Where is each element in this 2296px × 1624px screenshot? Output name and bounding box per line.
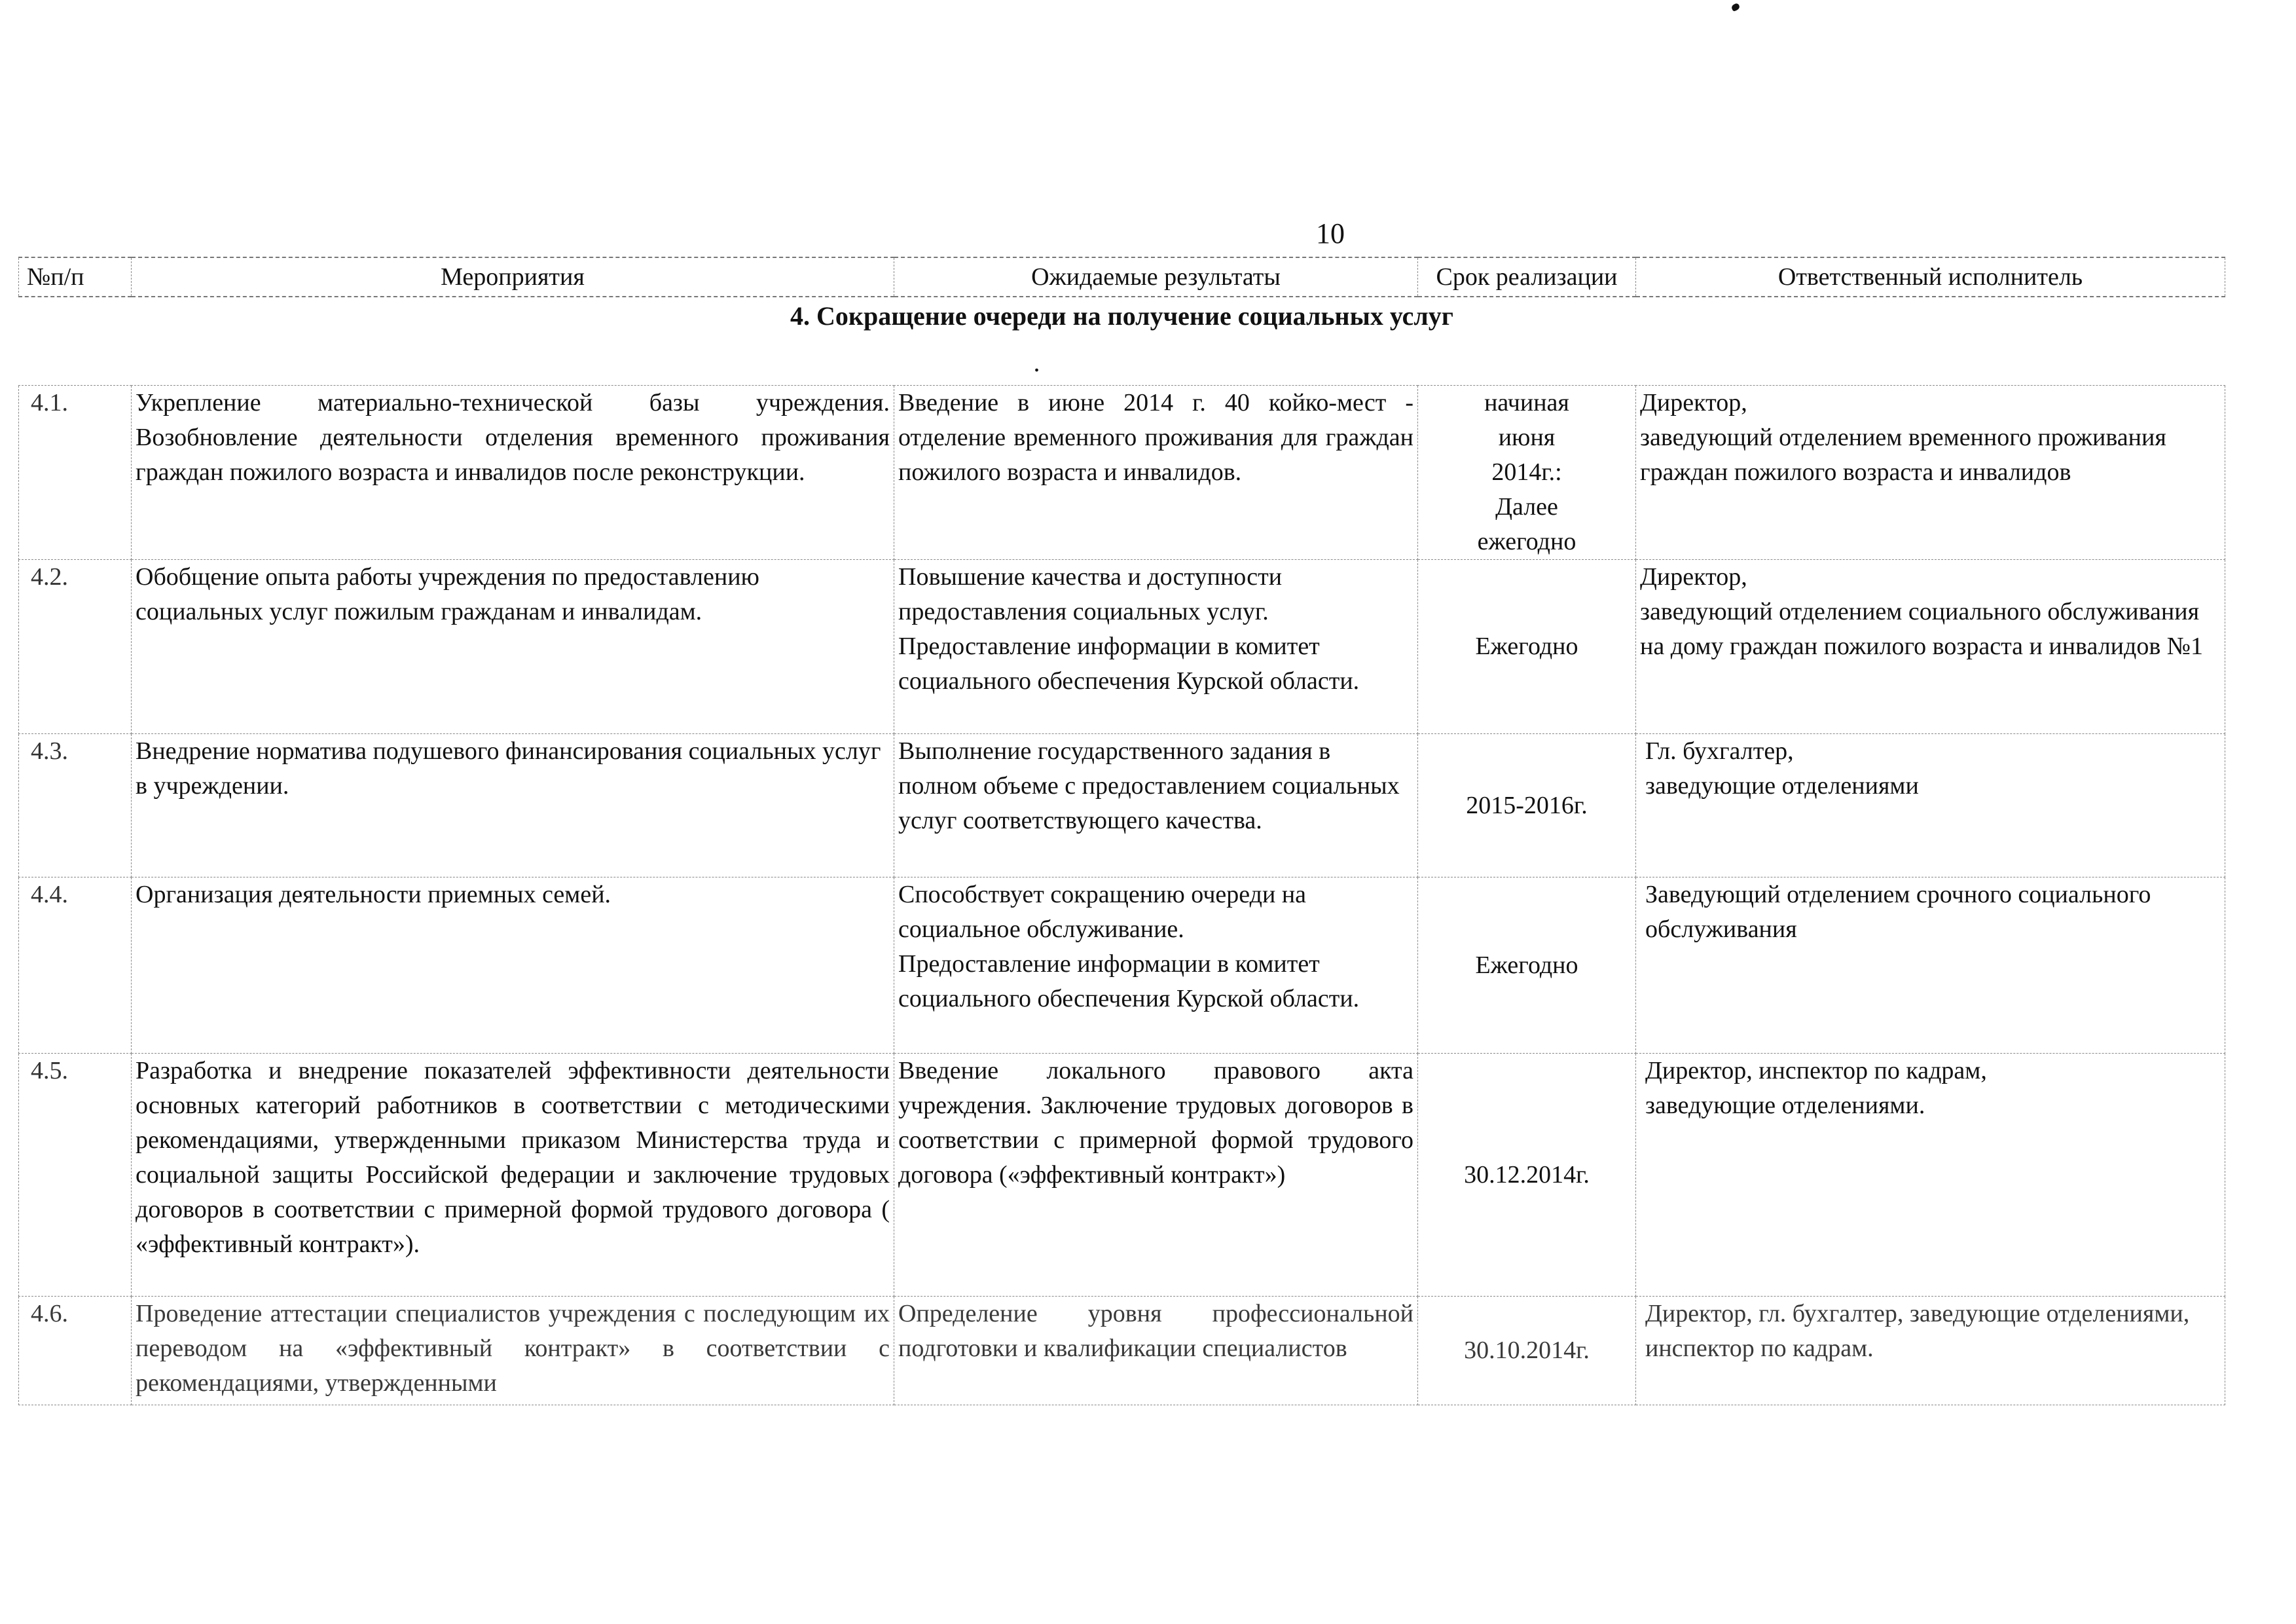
table-row: [19, 1297, 2225, 1405]
row-result: Определение уровня профессиональной подготовки и квалификации специалистов: [894, 1297, 1418, 1405]
executor-line: заведующий отделением социального обслуживания на дому граждан пожилого возраста и инвалидов №1: [1640, 598, 2204, 660]
section-row: [19, 297, 2225, 386]
header-executor: Ответственный исполнитель: [1636, 257, 2225, 297]
executor-line: Гл. бухгалтер,: [1645, 737, 1794, 765]
table-header-row: [19, 257, 2225, 297]
row-deadline: Ежегодно: [1418, 877, 1636, 1054]
scan-artifact-mark: [1730, 3, 1740, 12]
executor-line: Директор, гл. бухгалтер, заведующие отделениями, инспектор по кадрам.: [1645, 1300, 2190, 1362]
row-result: Введение локального правового акта учреждения. Заключение трудовых договоров в соответствии с примерной формой трудового договора («эффективный контракт»): [894, 1054, 1418, 1297]
row-executor: [1636, 386, 2225, 560]
table-row: [19, 734, 2225, 877]
row-executor: [1636, 560, 2225, 734]
row-executor: [1636, 877, 2225, 1054]
deadline-line: Далее: [1495, 493, 1558, 521]
row-number: 4.1.: [19, 386, 132, 560]
executor-line: Директор, инспектор по кадрам,: [1645, 1057, 1987, 1084]
row-number: 4.2.: [19, 560, 132, 734]
row-executor: [1636, 734, 2225, 877]
executor-line: Директор,: [1640, 563, 1747, 591]
row-activity: Проведение аттестации специалистов учреждения с последующим их переводом на «эффективный контракт» в соответствии с рекомендациями, утвержденными: [132, 1297, 894, 1405]
row-number: 4.4.: [19, 877, 132, 1054]
section-cell: [19, 297, 2225, 386]
row-result: Введение в июне 2014 г. 40 койко-мест - отделение временного проживания для граждан пожилого возраста и инвалидов.: [894, 386, 1418, 560]
row-number: 4.3.: [19, 734, 132, 877]
page-number: 10: [1316, 217, 1345, 249]
row-activity: Разработка и внедрение показателей эффективности деятельности основных категорий работников в соответствии с методическими рекомендациями, утвержденными приказом Министерства труда и социальной защиты Российской федерации и заключение трудовых договоров в соответствии с примерной формой трудового договора ( «эффективный контракт»).: [132, 1054, 894, 1297]
header-results: Ожидаемые результаты: [894, 257, 1418, 297]
result-line: Способствует сокращению очереди на социальное обслуживание.: [898, 881, 1307, 943]
row-deadline: 2015-2016г.: [1418, 734, 1636, 877]
action-plan-table: [18, 257, 2225, 1405]
row-executor: [1636, 1054, 2225, 1297]
row-executor: [1636, 1297, 2225, 1405]
row-result: [894, 877, 1418, 1054]
row-activity: Укрепление материально-технической базы учреждения. Возобновление деятельности отделения временного проживания граждан пожилого возраста и инвалидов после реконструкции.: [132, 386, 894, 560]
row-deadline: [1418, 386, 1636, 560]
row-activity: Организация деятельности приемных семей.: [132, 877, 894, 1054]
row-number: 4.5.: [19, 1054, 132, 1297]
result-line: Предоставление информации в комитет социального обеспечения Курской области.: [898, 633, 1360, 695]
executor-line: Заведующий отделением срочного социального обслуживания: [1645, 881, 2151, 943]
row-activity: Обобщение опыта работы учреждения по предоставлению социальных услуг пожилым гражданам и инвалидам.: [132, 560, 894, 734]
section-dot: .: [1033, 348, 1040, 377]
header-activities: Мероприятия: [132, 257, 894, 297]
row-number: 4.6.: [19, 1297, 132, 1405]
table-row: [19, 560, 2225, 734]
result-line: Повышение качества и доступности предоставления социальных услуг.: [898, 563, 1283, 625]
row-deadline: Ежегодно: [1418, 560, 1636, 734]
executor-line: заведующие отделениями: [1645, 772, 1919, 800]
header-deadline: Срок реализации: [1418, 257, 1636, 297]
executor-line: заведующие отделениями.: [1645, 1092, 1925, 1119]
executor-line: Директор,: [1640, 389, 1747, 416]
deadline-line: начиная: [1484, 389, 1569, 416]
row-activity: Внедрение норматива подушевого финансирования социальных услуг в учреждении.: [132, 734, 894, 877]
deadline-line: ежегодно: [1477, 528, 1576, 555]
row-deadline: 30.10.2014г.: [1418, 1297, 1636, 1405]
table-row: [19, 1054, 2225, 1297]
row-result: Выполнение государственного задания в полном объеме с предоставлением социальных услуг соответствующего качества.: [894, 734, 1418, 877]
header-num: №п/п: [19, 257, 132, 297]
section-title: 4. Сокращение очереди на получение социальных услуг: [790, 301, 1453, 331]
row-deadline: 30.12.2014г.: [1418, 1054, 1636, 1297]
deadline-line: июня: [1498, 424, 1556, 451]
result-line: Предоставление информации в комитет социального обеспечения Курской области.: [898, 950, 1360, 1012]
deadline-line: 2014г.:: [1491, 458, 1562, 486]
table-row: [19, 386, 2225, 560]
table-row: [19, 877, 2225, 1054]
executor-line: заведующий отделением временного проживания граждан пожилого возраста и инвалидов: [1640, 424, 2166, 486]
row-result: [894, 560, 1418, 734]
